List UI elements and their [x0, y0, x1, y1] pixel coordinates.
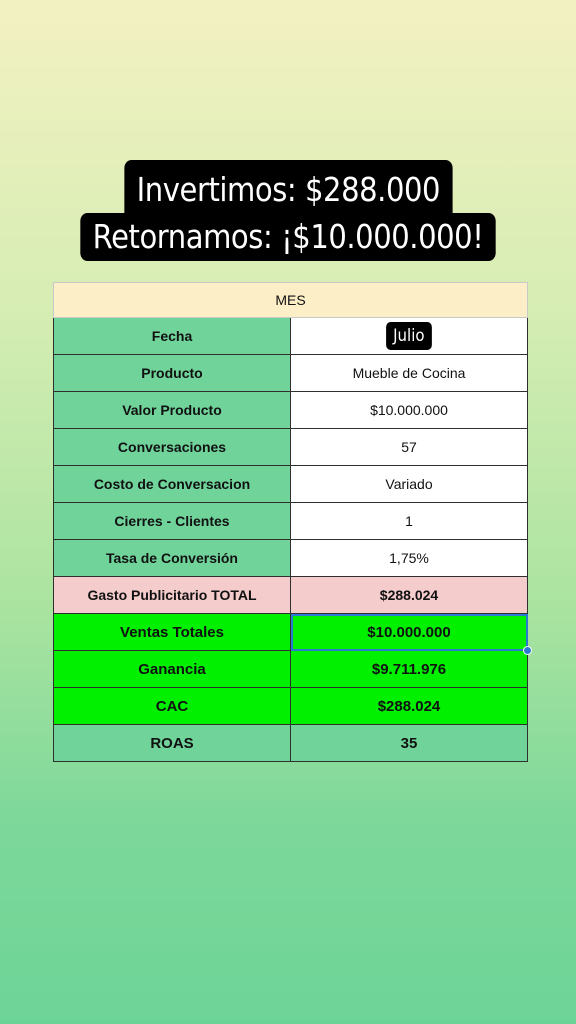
cell-value-ganancia[interactable]: $9.711.976 — [291, 651, 528, 688]
table-row — [54, 614, 528, 651]
cell-label-ganancia[interactable]: Ganancia — [54, 651, 291, 688]
headline-overlay — [0, 160, 576, 261]
headline-return: Retornamos: ¡$10.000.000! — [80, 213, 495, 261]
cell-label-roas[interactable]: ROAS — [54, 725, 291, 762]
headline-investment: Invertimos: $288.000 — [124, 160, 452, 214]
cell-value-conversaciones[interactable]: 57 — [291, 429, 528, 466]
table-row — [54, 688, 528, 725]
cell-label-cac[interactable]: CAC — [54, 688, 291, 725]
selection-fill-handle[interactable] — [523, 646, 532, 655]
cell-value-valor-producto[interactable]: $10.000.000 — [291, 392, 528, 429]
table-row — [54, 503, 528, 540]
cell-value-cac[interactable]: $288.024 — [291, 688, 528, 725]
cell-value-costo-conversacion[interactable]: Variado — [291, 466, 528, 503]
cell-label-ventas-totales[interactable]: Ventas Totales — [54, 614, 291, 651]
cell-label-tasa-conversion[interactable]: Tasa de Conversión — [54, 540, 291, 577]
cell-value-tasa-conversion[interactable]: 1,75% — [291, 540, 528, 577]
table-row — [54, 725, 528, 762]
cell-label-cierres[interactable]: Cierres - Clientes — [54, 503, 291, 540]
table-row — [54, 318, 528, 355]
table-row — [54, 392, 528, 429]
table-row — [54, 540, 528, 577]
cell-label-fecha[interactable]: Fecha — [54, 318, 291, 355]
cell-value-roas[interactable]: 35 — [291, 725, 528, 762]
cell-label-costo-conversacion[interactable]: Costo de Conversacion — [54, 466, 291, 503]
cell-label-valor-producto[interactable]: Valor Producto — [54, 392, 291, 429]
header-month[interactable]: MES — [54, 283, 528, 318]
cell-label-conversaciones[interactable]: Conversaciones — [54, 429, 291, 466]
cell-value-fecha[interactable] — [291, 318, 528, 355]
cell-label-gasto-publicitario[interactable]: Gasto Publicitario TOTAL — [54, 577, 291, 614]
cell-label-producto[interactable]: Producto — [54, 355, 291, 392]
month-chip: Julio — [386, 322, 431, 350]
table-row — [54, 466, 528, 503]
table-row — [54, 577, 528, 614]
table-row — [54, 429, 528, 466]
table-row — [54, 355, 528, 392]
cell-value-gasto-publicitario[interactable]: $288.024 — [291, 577, 528, 614]
selected-cell-text: $10.000.000 — [367, 623, 451, 641]
table-header-row — [54, 283, 528, 318]
cell-value-producto[interactable]: Mueble de Cocina — [291, 355, 528, 392]
cell-value-ventas-totales[interactable] — [291, 614, 528, 651]
table-row — [54, 651, 528, 688]
cell-value-cierres[interactable]: 1 — [291, 503, 528, 540]
results-table — [53, 282, 528, 762]
